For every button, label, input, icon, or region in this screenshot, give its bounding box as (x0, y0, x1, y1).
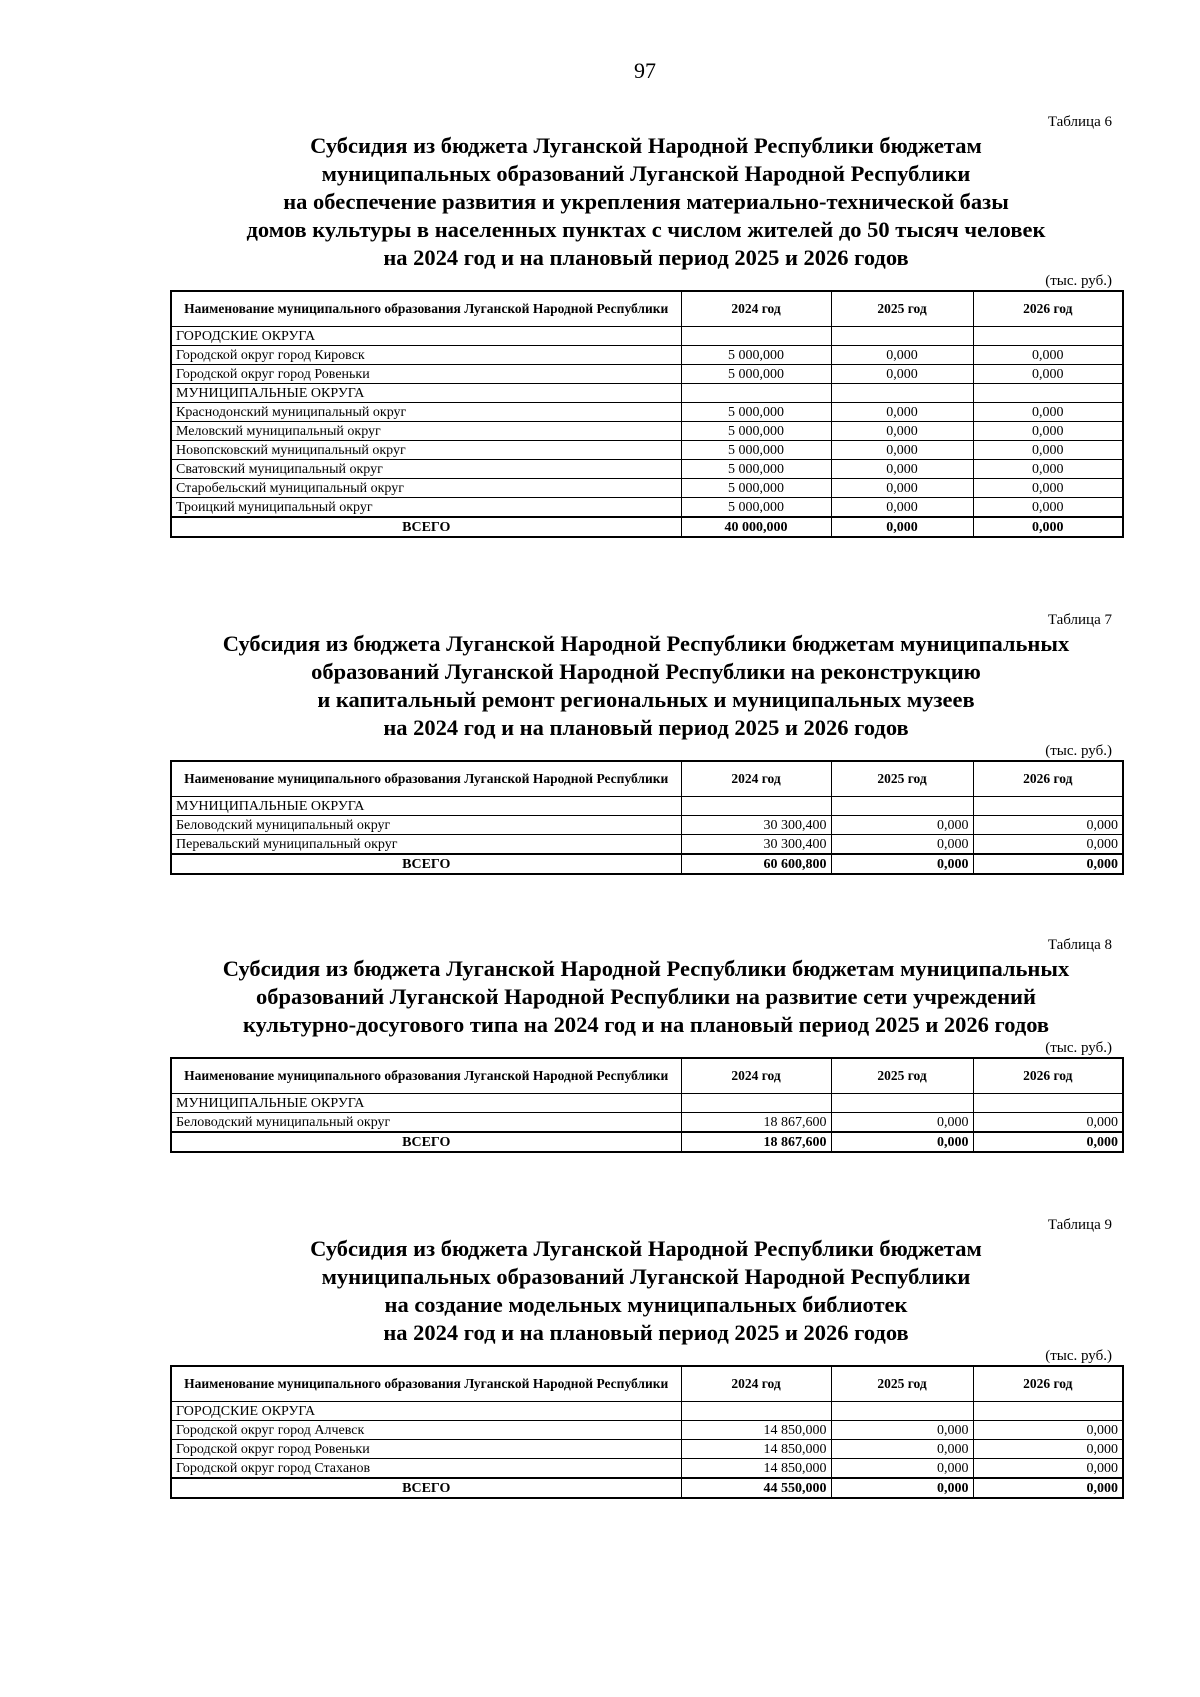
municipality-name: Городской округ город Ровеньки (171, 365, 681, 384)
value-2025: 0,000 (831, 1459, 973, 1479)
value-2024: 5 000,000 (681, 498, 831, 518)
table-title (170, 1235, 1122, 1347)
total-row (171, 854, 1123, 874)
value-2026: 0,000 (973, 1440, 1123, 1459)
group-row (171, 797, 1123, 816)
table-title (170, 630, 1122, 742)
table-row (171, 1440, 1123, 1459)
value-2024: 18 867,600 (681, 1113, 831, 1133)
units-note: (тыс. руб.) (1045, 743, 1112, 759)
value-2024: 14 850,000 (681, 1440, 831, 1459)
table-section-8 (170, 935, 1122, 1153)
value-2026: 0,000 (973, 479, 1123, 498)
group-name: ГОРОДСКИЕ ОКРУГА (171, 327, 681, 346)
units-note: (тыс. руб.) (1045, 1040, 1112, 1056)
table-title-line: муниципальных образований Луганской Народной Республики (321, 1264, 971, 1289)
value-2025 (831, 797, 973, 816)
table-label: Таблица 7 (1047, 612, 1112, 628)
municipality-name: Беловодский муниципальный округ (171, 816, 681, 835)
group-name: МУНИЦИПАЛЬНЫЕ ОКРУГА (171, 1094, 681, 1113)
group-row (171, 384, 1123, 403)
value-2026: 0,000 (973, 422, 1123, 441)
value-2026 (973, 327, 1123, 346)
total-label: ВСЕГО (171, 1132, 681, 1152)
value-2025: 0,000 (831, 835, 973, 855)
value-2026 (973, 384, 1123, 403)
value-2025: 0,000 (831, 816, 973, 835)
table-section-9 (170, 1215, 1122, 1499)
column-header-2024: 2024 год (681, 1366, 831, 1402)
total-2026: 0,000 (973, 1478, 1123, 1498)
table-row (171, 346, 1123, 365)
value-2025: 0,000 (831, 1421, 973, 1440)
value-2026: 0,000 (973, 441, 1123, 460)
column-header-2025: 2025 год (831, 1058, 973, 1094)
total-label: ВСЕГО (171, 854, 681, 874)
value-2024 (681, 797, 831, 816)
column-header-2024: 2024 год (681, 761, 831, 797)
value-2024: 5 000,000 (681, 365, 831, 384)
total-label: ВСЕГО (171, 1478, 681, 1498)
value-2026 (973, 1402, 1123, 1421)
municipality-name: Перевальский муниципальный округ (171, 835, 681, 855)
total-2026: 0,000 (973, 1132, 1123, 1152)
value-2024 (681, 1402, 831, 1421)
table-title-line: на создание модельных муниципальных библиотек (384, 1292, 908, 1317)
table-row (171, 460, 1123, 479)
column-header-2026: 2026 год (973, 1366, 1123, 1402)
value-2024: 30 300,400 (681, 816, 831, 835)
value-2026: 0,000 (973, 460, 1123, 479)
table-row (171, 498, 1123, 518)
table-label: Таблица 9 (1047, 1217, 1112, 1233)
total-2026: 0,000 (973, 854, 1123, 874)
value-2025: 0,000 (831, 498, 973, 518)
total-row (171, 1132, 1123, 1152)
value-2025: 0,000 (831, 1113, 973, 1133)
value-2025 (831, 327, 973, 346)
table-section-7 (170, 610, 1122, 875)
municipality-name: Городской округ город Алчевск (171, 1421, 681, 1440)
column-header-name: Наименование муниципального образования Луганской Народной Республики (171, 1366, 681, 1402)
table-row (171, 479, 1123, 498)
value-2026: 0,000 (973, 498, 1123, 518)
table-title-line: на 2024 год и на плановый период 2025 и 2026 годов (383, 715, 909, 740)
value-2026: 0,000 (973, 835, 1123, 855)
subsidy-table (170, 1365, 1124, 1499)
total-2026: 0,000 (973, 517, 1123, 537)
municipality-name: Городской округ город Стаханов (171, 1459, 681, 1479)
table-row (171, 1459, 1123, 1479)
table-title-line: Субсидия из бюджета Луганской Народной Республики бюджетам муниципальных (222, 631, 1070, 656)
table-title-line: на 2024 год и на плановый период 2025 и 2026 годов (383, 1320, 909, 1345)
column-header-2024: 2024 год (681, 1058, 831, 1094)
group-name: МУНИЦИПАЛЬНЫЕ ОКРУГА (171, 797, 681, 816)
table-title-line: муниципальных образований Луганской Народной Республики (321, 161, 971, 186)
subsidy-table (170, 290, 1124, 538)
total-row (171, 1478, 1123, 1498)
table-title-line: на 2024 год и на плановый период 2025 и 2026 годов (383, 245, 909, 270)
total-row (171, 517, 1123, 537)
municipality-name: Беловодский муниципальный округ (171, 1113, 681, 1133)
total-2024: 18 867,600 (681, 1132, 831, 1152)
table-title-line: Субсидия из бюджета Луганской Народной Республики бюджетам муниципальных (222, 956, 1070, 981)
units-note: (тыс. руб.) (1045, 1348, 1112, 1364)
table-title-line: культурно-досугового типа на 2024 год и на плановый период 2025 и 2026 годов (242, 1012, 1050, 1037)
column-header-2024: 2024 год (681, 291, 831, 327)
value-2024: 14 850,000 (681, 1421, 831, 1440)
subsidy-table (170, 1057, 1124, 1153)
column-header-name: Наименование муниципального образования Луганской Народной Республики (171, 291, 681, 327)
header-row (171, 1058, 1123, 1094)
value-2024: 5 000,000 (681, 460, 831, 479)
value-2024 (681, 327, 831, 346)
total-2024: 40 000,000 (681, 517, 831, 537)
header-row (171, 761, 1123, 797)
value-2026: 0,000 (973, 365, 1123, 384)
value-2025: 0,000 (831, 422, 973, 441)
municipality-name: Новопсковский муниципальный округ (171, 441, 681, 460)
municipality-name: Старобельский муниципальный округ (171, 479, 681, 498)
municipality-name: Троицкий муниципальный округ (171, 498, 681, 518)
value-2025: 0,000 (831, 479, 973, 498)
column-header-2026: 2026 год (973, 761, 1123, 797)
table-title-line: образований Луганской Народной Республики на развитие сети учреждений (256, 984, 1036, 1009)
value-2026: 0,000 (973, 1113, 1123, 1133)
total-2024: 60 600,800 (681, 854, 831, 874)
table-title-line: на обеспечение развития и укрепления материально-технической базы (283, 189, 1009, 214)
table-title-line: домов культуры в населенных пунктах с числом жителей до 50 тысяч человек (246, 217, 1046, 242)
group-row (171, 1094, 1123, 1113)
table-title (170, 132, 1122, 272)
value-2026: 0,000 (973, 1421, 1123, 1440)
value-2024 (681, 384, 831, 403)
group-name: ГОРОДСКИЕ ОКРУГА (171, 1402, 681, 1421)
value-2024: 5 000,000 (681, 422, 831, 441)
municipality-name: Краснодонский муниципальный округ (171, 403, 681, 422)
value-2026 (973, 797, 1123, 816)
table-row (171, 1113, 1123, 1133)
total-label: ВСЕГО (171, 517, 681, 537)
value-2025 (831, 384, 973, 403)
value-2025 (831, 1094, 973, 1113)
table-row (171, 441, 1123, 460)
municipality-name: Городской округ город Ровеньки (171, 1440, 681, 1459)
value-2026: 0,000 (973, 346, 1123, 365)
value-2026: 0,000 (973, 1459, 1123, 1479)
group-row (171, 1402, 1123, 1421)
value-2024: 5 000,000 (681, 479, 831, 498)
municipality-name: Меловский муниципальный округ (171, 422, 681, 441)
table-row (171, 365, 1123, 384)
value-2025 (831, 1402, 973, 1421)
table-row (171, 422, 1123, 441)
table-title-line: и капитальный ремонт региональных и муниципальных музеев (317, 687, 975, 712)
value-2025: 0,000 (831, 365, 973, 384)
value-2025: 0,000 (831, 441, 973, 460)
column-header-2026: 2026 год (973, 291, 1123, 327)
value-2026: 0,000 (973, 816, 1123, 835)
table-title-line: образований Луганской Народной Республики на реконструкцию (311, 659, 981, 684)
value-2024 (681, 1094, 831, 1113)
value-2025: 0,000 (831, 1440, 973, 1459)
value-2025: 0,000 (831, 403, 973, 422)
column-header-name: Наименование муниципального образования Луганской Народной Республики (171, 761, 681, 797)
total-2025: 0,000 (831, 1132, 973, 1152)
value-2024: 5 000,000 (681, 346, 831, 365)
units-note: (тыс. руб.) (1045, 273, 1112, 289)
column-header-2025: 2025 год (831, 1366, 973, 1402)
municipality-name: Сватовский муниципальный округ (171, 460, 681, 479)
value-2025: 0,000 (831, 346, 973, 365)
subsidy-table (170, 760, 1124, 875)
value-2026 (973, 1094, 1123, 1113)
value-2026: 0,000 (973, 403, 1123, 422)
table-title-line: Субсидия из бюджета Луганской Народной Республики бюджетам (310, 133, 982, 158)
group-name: МУНИЦИПАЛЬНЫЕ ОКРУГА (171, 384, 681, 403)
table-row (171, 835, 1123, 855)
table-row (171, 816, 1123, 835)
table-row (171, 403, 1123, 422)
group-row (171, 327, 1123, 346)
value-2024: 5 000,000 (681, 403, 831, 422)
column-header-2026: 2026 год (973, 1058, 1123, 1094)
column-header-2025: 2025 год (831, 761, 973, 797)
total-2025: 0,000 (831, 517, 973, 537)
value-2024: 14 850,000 (681, 1459, 831, 1479)
table-label: Таблица 8 (1047, 937, 1112, 953)
column-header-2025: 2025 год (831, 291, 973, 327)
total-2025: 0,000 (831, 854, 973, 874)
value-2025: 0,000 (831, 460, 973, 479)
header-row (171, 291, 1123, 327)
municipality-name: Городской округ город Кировск (171, 346, 681, 365)
table-title-line: Субсидия из бюджета Луганской Народной Республики бюджетам (310, 1236, 982, 1261)
table-section-6 (170, 112, 1122, 538)
header-row (171, 1366, 1123, 1402)
page-number: 97 (634, 58, 656, 83)
total-2025: 0,000 (831, 1478, 973, 1498)
table-row (171, 1421, 1123, 1440)
column-header-name: Наименование муниципального образования Луганской Народной Республики (171, 1058, 681, 1094)
table-title (170, 955, 1122, 1039)
total-2024: 44 550,000 (681, 1478, 831, 1498)
table-label: Таблица 6 (1047, 114, 1112, 130)
value-2024: 5 000,000 (681, 441, 831, 460)
value-2024: 30 300,400 (681, 835, 831, 855)
